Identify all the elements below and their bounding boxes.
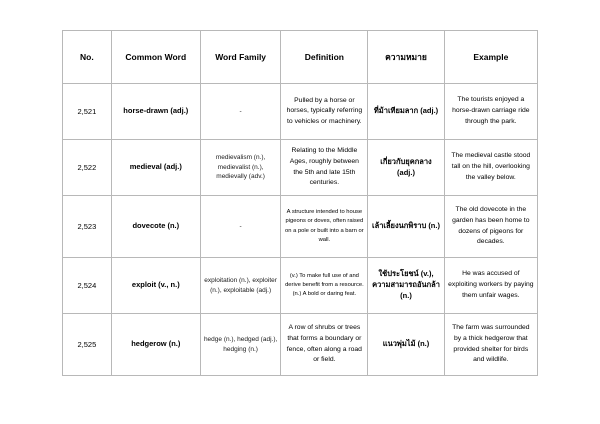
cell-meaning-thai: เล้าเลี้ยงนกพิราบ (n.) [368, 196, 444, 258]
cell-common-word: medieval (adj.) [111, 140, 200, 196]
cell-no: 2,523 [63, 196, 112, 258]
cell-definition: A structure intended to house pigeons or doves, often raised on a pole or built into a barn or wall. [281, 196, 368, 258]
cell-word-family: exploitation (n.), exploiter (n.), exploitable (adj.) [200, 258, 281, 314]
cell-meaning-thai: เกี่ยวกับยุคกลาง (adj.) [368, 140, 444, 196]
cell-word-family: medievalism (n.), medievalist (n.), medievally (adv.) [200, 140, 281, 196]
column-header-word-family: Word Family [200, 31, 281, 84]
cell-meaning-thai: แนวพุ่มไม้ (n.) [368, 314, 444, 376]
cell-common-word: horse-drawn (adj.) [111, 84, 200, 140]
cell-no: 2,522 [63, 140, 112, 196]
column-header-example: Example [444, 31, 537, 84]
cell-definition: (v.) To make full use of and derive benefit from a resource. (n.) A bold or daring feat. [281, 258, 368, 314]
table-row [63, 84, 538, 140]
table-row [63, 140, 538, 196]
table-row [63, 196, 538, 258]
cell-definition: A row of shrubs or trees that forms a boundary or fence, often along a road or field. [281, 314, 368, 376]
column-header-meaning-thai: ความหมาย [368, 31, 444, 84]
cell-meaning-thai: ที่ม้าเทียมลาก (adj.) [368, 84, 444, 140]
table-row [63, 258, 538, 314]
cell-common-word: dovecote (n.) [111, 196, 200, 258]
cell-word-family: - [200, 196, 281, 258]
table-row [63, 314, 538, 376]
cell-example: The medieval castle stood tall on the hill, overlooking the valley below. [444, 140, 537, 196]
column-header-common-word: Common Word [111, 31, 200, 84]
column-header-definition: Definition [281, 31, 368, 84]
cell-meaning-thai: ใช้ประโยชน์ (v.), ความสามารถอันกล้า (n.) [368, 258, 444, 314]
cell-word-family: hedge (n.), hedged (adj.), hedging (n.) [200, 314, 281, 376]
column-header-no: No. [63, 31, 112, 84]
cell-common-word: hedgerow (n.) [111, 314, 200, 376]
cell-example: The farm was surrounded by a thick hedgerow that provided shelter for birds and wildlife. [444, 314, 537, 376]
table-header-row [63, 31, 538, 84]
table-header [63, 31, 538, 84]
vocabulary-table [62, 30, 538, 376]
cell-no: 2,521 [63, 84, 112, 140]
cell-example: The old dovecote in the garden has been home to dozens of pigeons for decades. [444, 196, 537, 258]
cell-example: He was accused of exploiting workers by paying them unfair wages. [444, 258, 537, 314]
cell-definition: Pulled by a horse or horses, typically referring to vehicles or machinery. [281, 84, 368, 140]
cell-example: The tourists enjoyed a horse-drawn carriage ride through the park. [444, 84, 537, 140]
cell-word-family: - [200, 84, 281, 140]
cell-common-word: exploit (v., n.) [111, 258, 200, 314]
cell-no: 2,524 [63, 258, 112, 314]
cell-no: 2,525 [63, 314, 112, 376]
table-body [63, 84, 538, 376]
cell-definition: Relating to the Middle Ages, roughly between the 5th and late 15th centuries. [281, 140, 368, 196]
